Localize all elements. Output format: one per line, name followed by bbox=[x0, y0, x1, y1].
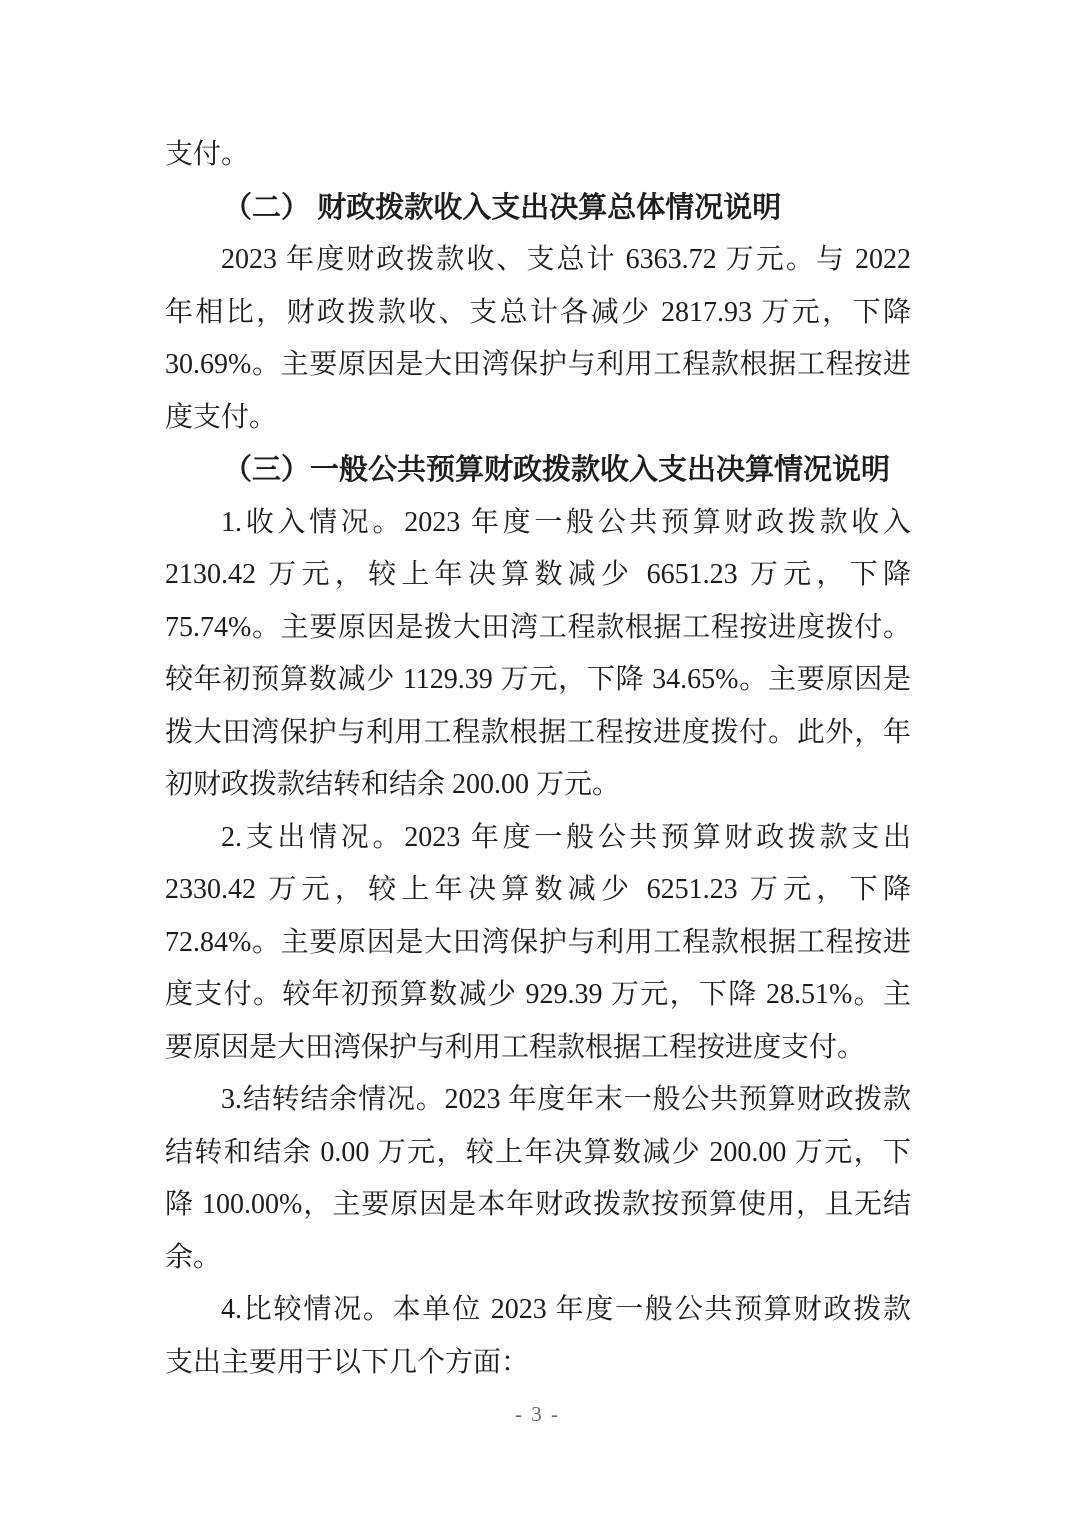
text-block bbox=[165, 129, 911, 1389]
paragraph-line: 支出主要用于以下几个方面： bbox=[165, 1346, 530, 1378]
paragraph-line: 度支付。较年初预算数减少 929.39 万元，下降 28.51%。主 bbox=[165, 979, 911, 1010]
page-number: - 3 - bbox=[515, 1402, 560, 1426]
paragraph-line: 年相比，财政拨款收、支总计各减少 2817.93 万元，下降 bbox=[165, 296, 911, 328]
paragraph-line: 较年初预算数减少 1129.39 万元，下降 34.65%。主要原因是 bbox=[165, 664, 911, 695]
paragraph-line: 支付。 bbox=[165, 139, 250, 170]
paragraph-line: 3.结转结余情况。2023 年度年末一般公共预算财政拨款 bbox=[221, 1084, 911, 1115]
paragraph-line: 2130.42 万元，较上年决算数减少 6651.23 万元，下降 bbox=[165, 559, 911, 590]
paragraph-line: 72.84%。主要原因是大田湾保护与利用工程款根据工程按进 bbox=[165, 926, 911, 958]
paragraph-line: 2.支出情况。2023 年度一般公共预算财政拨款支出 bbox=[221, 821, 911, 853]
paragraph-line: 降 100.00%，主要原因是本年财政拨款按预算使用，且无结 bbox=[165, 1189, 911, 1220]
section-heading: （三）一般公共预算财政拨款收入支出决算情况说明 bbox=[223, 454, 891, 486]
paragraph-line: 要原因是大田湾保护与利用工程款根据工程按进度支付。 bbox=[165, 1031, 866, 1063]
paragraph-line: 余。 bbox=[165, 1241, 222, 1273]
paragraph-line: 75.74%。主要原因是拨大田湾工程款根据工程按进度拨付。 bbox=[165, 611, 911, 643]
paragraph-line: 1.收入情况。2023 年度一般公共预算财政拨款收入 bbox=[221, 506, 911, 538]
paragraph-line: 拨大田湾保护与利用工程款根据工程按进度拨付。此外，年 bbox=[165, 716, 911, 748]
paragraph-line: 度支付。 bbox=[165, 401, 278, 433]
section-heading: （二） 财政拨款收入支出决算总体情况说明 bbox=[223, 191, 782, 224]
paragraph-line: 4.比较情况。本单位 2023 年度一般公共预算财政拨款 bbox=[221, 1294, 911, 1325]
paragraph-line: 2023 年度财政拨款收、支总计 6363.72 万元。与 2022 bbox=[221, 244, 911, 275]
paragraph-line: 结转和结余 0.00 万元，较上年决算数减少 200.00 万元，下 bbox=[165, 1136, 911, 1168]
paragraph-line: 2330.42 万元，较上年决算数减少 6251.23 万元，下降 bbox=[165, 874, 911, 905]
paragraph-line: 30.69%。主要原因是大田湾保护与利用工程款根据工程按进 bbox=[165, 349, 911, 380]
paragraph-line: 初财政拨款结转和结余 200.00 万元。 bbox=[165, 769, 621, 800]
